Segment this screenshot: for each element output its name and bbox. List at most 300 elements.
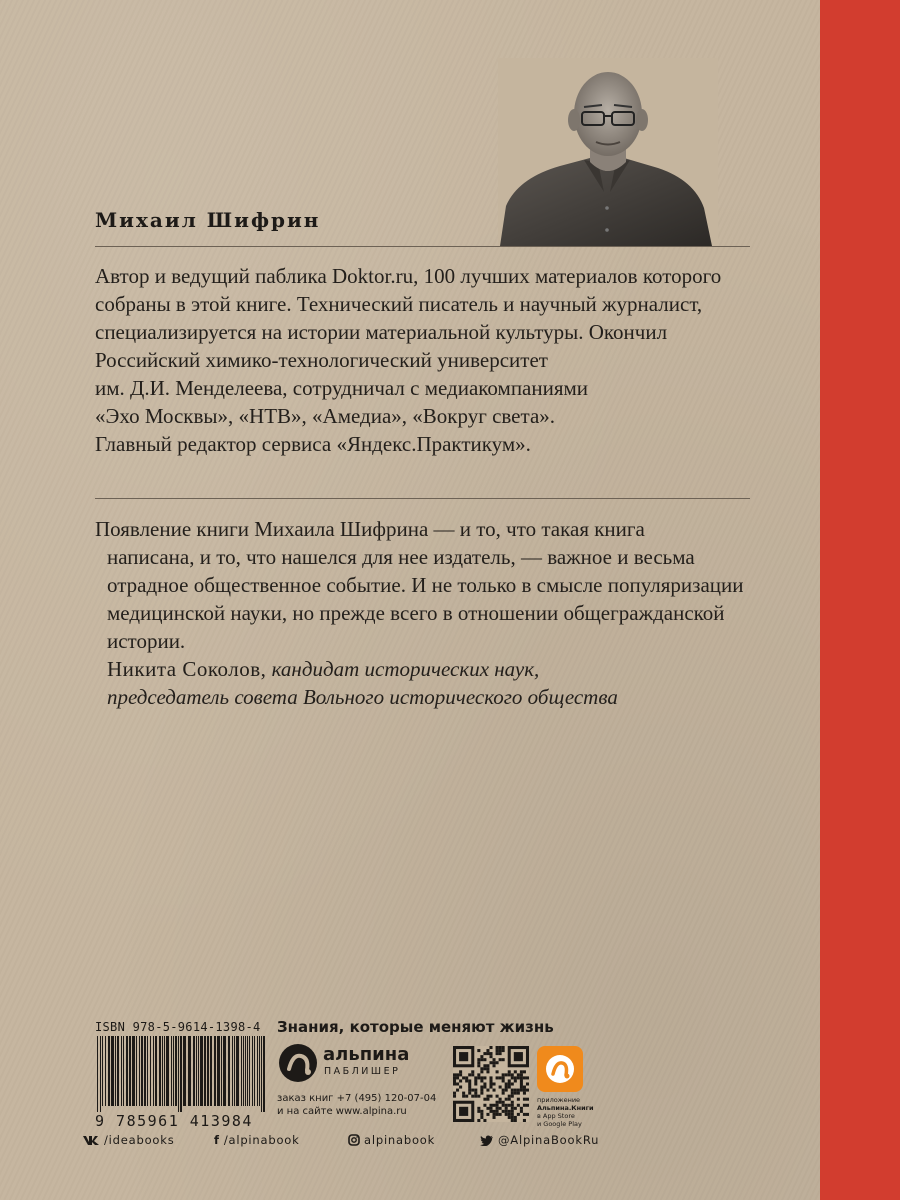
qr-module (456, 1073, 459, 1076)
barcode-bar (234, 1036, 235, 1106)
barcode-block (95, 1020, 267, 1140)
bio-line: Российский химико-технологический университет (95, 348, 548, 372)
review-line: написана, и то, что нашелся для нее издатель, — важное и весьма (107, 545, 695, 569)
qr-module (523, 1104, 526, 1107)
barcode-bar (164, 1036, 165, 1106)
qr-module (468, 1092, 471, 1095)
barcode-bar (180, 1036, 182, 1112)
qr-module (499, 1058, 502, 1061)
qr-module (489, 1082, 492, 1085)
app-line: в App Store (537, 1112, 575, 1120)
qr-module (471, 1095, 474, 1098)
qr-module (520, 1089, 523, 1092)
qr-module (477, 1073, 480, 1076)
qr-module (508, 1079, 511, 1082)
facebook-icon: f (214, 1133, 220, 1147)
qr-module (486, 1107, 489, 1110)
app-line: и Google Play (537, 1120, 582, 1128)
qr-module (477, 1119, 480, 1122)
qr-module (511, 1104, 514, 1107)
social-facebook[interactable] (214, 1132, 300, 1148)
barcode-bar (198, 1036, 199, 1106)
bio-line: специализируется на истории материальной культуры. Окончил (95, 320, 668, 344)
review-line: медицинской науки, но прежде всего в отношении общегражданской (107, 601, 725, 625)
barcode-bar (123, 1036, 124, 1106)
qr-module (508, 1098, 511, 1101)
qr-module (453, 1092, 456, 1095)
barcode-bar (159, 1036, 161, 1106)
qr-module (480, 1086, 483, 1089)
qr-module (520, 1110, 523, 1113)
barcode-bar (121, 1036, 122, 1106)
qr-module (502, 1058, 505, 1061)
barcode-bar (141, 1036, 143, 1106)
qr-module (489, 1079, 492, 1082)
barcode-bar (139, 1036, 140, 1106)
qr-module (459, 1107, 468, 1116)
qr-module (502, 1049, 505, 1052)
qr-module (523, 1119, 526, 1122)
alpina-logo-icon (277, 1042, 319, 1084)
barcode-bar (115, 1036, 116, 1106)
qr-module (474, 1089, 477, 1092)
qr-module (526, 1076, 529, 1079)
barcode-bar (200, 1036, 203, 1106)
app-info (537, 1096, 594, 1128)
qr-module (520, 1070, 523, 1073)
qr-module (465, 1079, 468, 1082)
qr-module (505, 1082, 508, 1085)
qr-module (502, 1046, 505, 1049)
qr-module (480, 1067, 483, 1070)
qr-module (493, 1089, 496, 1092)
barcode-bar (178, 1036, 179, 1112)
social-instagram[interactable] (348, 1132, 435, 1148)
barcode-bar (136, 1036, 137, 1106)
qr-module (489, 1052, 492, 1055)
qr-module (520, 1073, 523, 1076)
qr-module (480, 1055, 483, 1058)
qr-module (468, 1089, 471, 1092)
qr-module (520, 1082, 523, 1085)
qr-module (459, 1079, 462, 1082)
qr-module (468, 1073, 471, 1076)
qr-module (514, 1079, 517, 1082)
qr-module (480, 1113, 483, 1116)
qr-module (462, 1095, 465, 1098)
bio-line: «Эхо Москвы», «НТВ», «Амедиа», «Вокруг света». (95, 404, 556, 428)
qr-module (480, 1058, 483, 1061)
qr-module (459, 1073, 462, 1076)
order-site: и на сайте www.alpina.ru (277, 1106, 407, 1117)
reviewer-name: Никита Соколов, (107, 657, 267, 681)
qr-module (483, 1119, 486, 1122)
barcode-bar (166, 1036, 169, 1106)
barcode-bar (217, 1036, 220, 1106)
qr-module (486, 1049, 489, 1052)
barcode-bar (97, 1036, 98, 1112)
qr-module (453, 1095, 456, 1098)
barcode-bar (126, 1036, 128, 1106)
vk-handle[interactable]: /ideabooks (104, 1133, 175, 1147)
qr-module (480, 1076, 483, 1079)
qr-module (480, 1079, 483, 1082)
qr-module (486, 1067, 489, 1070)
review-line: Появление книги Михаила Шифрина — и то, что такая книга (95, 517, 645, 541)
qr-module (493, 1104, 496, 1107)
barcode-bar (171, 1036, 172, 1106)
qr-module (526, 1113, 529, 1116)
barcode-bar (221, 1036, 222, 1106)
qr-module (486, 1052, 489, 1055)
qr-module (462, 1076, 465, 1079)
qr-module (493, 1116, 496, 1119)
qr-module (474, 1079, 477, 1082)
qr-module (489, 1055, 492, 1058)
qr-module (514, 1089, 517, 1092)
qr-module (453, 1079, 456, 1082)
instagram-handle[interactable]: alpinabook (364, 1133, 436, 1147)
publisher-name: альпина (323, 1044, 410, 1065)
barcode-bar (105, 1036, 106, 1106)
qr-module (523, 1070, 526, 1073)
qr-module (505, 1104, 508, 1107)
qr-module (480, 1110, 483, 1113)
order-info (277, 1092, 436, 1118)
qr-module (517, 1089, 520, 1092)
qr-module (517, 1092, 520, 1095)
publisher-subname: ПАБЛИШЕР (324, 1066, 401, 1077)
qr-module (508, 1070, 511, 1073)
qr-module (489, 1061, 492, 1064)
divider-top (95, 246, 750, 247)
instagram-icon (348, 1134, 360, 1146)
qr-module (511, 1101, 514, 1104)
qr-module (499, 1049, 502, 1052)
qr-module (511, 1113, 514, 1116)
qr-module (517, 1113, 520, 1116)
author-name: Михаил Шифрин (95, 208, 321, 232)
qr-module (514, 1119, 517, 1122)
qr-module (523, 1098, 526, 1101)
review-quote (95, 515, 785, 711)
qr-module (505, 1110, 508, 1113)
qr-module (508, 1104, 511, 1107)
qr-module (489, 1104, 492, 1107)
qr-module (489, 1095, 492, 1098)
qr-module (456, 1082, 459, 1085)
qr-module (520, 1086, 523, 1089)
publisher-logo (277, 1042, 447, 1086)
qr-module (493, 1061, 496, 1064)
barcode-bar (153, 1036, 154, 1106)
qr-module (493, 1082, 496, 1085)
qr-module (511, 1082, 514, 1085)
reviewer-role: председатель совета Вольного исторического общества (107, 685, 618, 709)
qr-module (483, 1082, 486, 1085)
qr-module (514, 1052, 523, 1061)
bio-line: им. Д.И. Менделеева, сотрудничал с медиакомпаниями (95, 376, 589, 400)
qr-module (502, 1110, 505, 1113)
qr-module (471, 1073, 474, 1076)
qr-module (480, 1092, 483, 1095)
qr-module (508, 1095, 511, 1098)
bio-line: Автор и ведущий паблика Doktor.ru, 100 лучших материалов которого (95, 264, 722, 288)
barcode-bar (210, 1036, 212, 1106)
qr-module (477, 1058, 480, 1061)
qr-module (517, 1098, 520, 1101)
barcode-bar (117, 1036, 119, 1106)
vk-icon (82, 1135, 100, 1146)
qr-module (511, 1107, 514, 1110)
twitter-icon (480, 1135, 494, 1146)
qr-module (511, 1076, 514, 1079)
barcode-bar (223, 1036, 226, 1106)
qr-module (480, 1070, 483, 1073)
qr-module (468, 1079, 471, 1082)
barcode (95, 1036, 267, 1114)
qr-module (526, 1098, 529, 1101)
qr-module (496, 1052, 499, 1055)
barcode-bar (204, 1036, 206, 1106)
barcode-bar (183, 1036, 186, 1106)
barcode-bar (144, 1036, 146, 1106)
reviewer-role: кандидат исторических наук, (271, 657, 540, 681)
qr-module (502, 1104, 505, 1107)
qr-module (502, 1089, 505, 1092)
barcode-bar (155, 1036, 157, 1106)
qr-module (496, 1095, 499, 1098)
qr-module (493, 1113, 496, 1116)
qr-module (496, 1070, 499, 1073)
qr-module (496, 1049, 499, 1052)
qr-module (511, 1073, 514, 1076)
qr-module (489, 1046, 492, 1049)
barcode-bar (232, 1036, 233, 1106)
qr-module (477, 1095, 480, 1098)
qr-module (508, 1086, 511, 1089)
barcode-bar (102, 1036, 103, 1106)
qr-module (517, 1073, 520, 1076)
qr-module (496, 1101, 499, 1104)
qr-module (514, 1107, 517, 1110)
facebook-handle[interactable]: /alpinabook (223, 1133, 300, 1147)
qr-module (474, 1082, 477, 1085)
barcode-bar (257, 1036, 258, 1106)
social-vk[interactable] (82, 1132, 175, 1148)
red-spine (820, 0, 900, 1200)
qr-module (520, 1107, 523, 1110)
qr-module (453, 1076, 456, 1079)
qr-module (514, 1116, 517, 1119)
barcode-bar (207, 1036, 209, 1106)
qr-module (523, 1076, 526, 1079)
qr-module (502, 1073, 505, 1076)
qr-module (511, 1089, 514, 1092)
qr-module (486, 1113, 489, 1116)
barcode-bar (188, 1036, 191, 1106)
qr-module (477, 1061, 480, 1064)
app-line (537, 1104, 594, 1112)
social-twitter[interactable] (480, 1132, 599, 1148)
qr-module (520, 1076, 523, 1079)
qr-module (468, 1086, 471, 1089)
barcode-bar (259, 1036, 260, 1106)
barcode-bar (132, 1036, 135, 1106)
qr-module (453, 1082, 456, 1085)
qr-module (489, 1076, 492, 1079)
qr-module (511, 1095, 514, 1098)
author-bio (95, 262, 755, 458)
order-phone: заказ книг +7 (495) 120-07-04 (277, 1093, 437, 1104)
qr-module (505, 1098, 508, 1101)
barcode-bar (173, 1036, 174, 1106)
qr-module (489, 1110, 492, 1113)
qr-module (526, 1089, 529, 1092)
qr-module (514, 1070, 517, 1073)
qr-module (520, 1079, 523, 1082)
qr-module (486, 1095, 489, 1098)
barcode-bar (249, 1036, 250, 1106)
barcode-bar (236, 1036, 239, 1106)
barcode-bar (175, 1036, 177, 1106)
qr-module (502, 1076, 505, 1079)
qr-module (514, 1076, 517, 1079)
qr-module (493, 1110, 496, 1113)
qr-module (486, 1070, 489, 1073)
qr-module (483, 1086, 486, 1089)
qr-module (496, 1076, 499, 1079)
review-attribution (95, 655, 785, 683)
qr-module (499, 1052, 502, 1055)
barcode-bar (147, 1036, 148, 1106)
qr-module (477, 1110, 480, 1113)
qr-module (483, 1052, 486, 1055)
qr-module (496, 1104, 499, 1107)
qr-module (483, 1058, 486, 1061)
qr-module (486, 1098, 489, 1101)
qr-module (499, 1101, 502, 1104)
barcode-bar (162, 1036, 163, 1106)
publisher-slogan: Знания, которые меняют жизнь (277, 1018, 554, 1036)
qr-module (480, 1116, 483, 1119)
qr-module (508, 1110, 511, 1113)
qr-module (468, 1082, 471, 1085)
barcode-bar (241, 1036, 242, 1106)
qr-module (474, 1092, 477, 1095)
qr-module (511, 1092, 514, 1095)
qr-module (459, 1070, 462, 1073)
qr-module (483, 1067, 486, 1070)
qr-module (502, 1101, 505, 1104)
qr-module (462, 1092, 465, 1095)
qr-module (456, 1076, 459, 1079)
app-line: приложение (537, 1096, 581, 1104)
qr-module (502, 1079, 505, 1082)
qr-module (496, 1107, 499, 1110)
author-photo (498, 58, 718, 246)
review-line: истории. (107, 629, 186, 653)
qr-module (483, 1064, 486, 1067)
barcode-bar (100, 1036, 101, 1112)
qr-module (505, 1073, 508, 1076)
qr-module (489, 1107, 492, 1110)
qr-module (499, 1098, 502, 1101)
qr-module (496, 1046, 499, 1049)
barcode-bar (228, 1036, 230, 1106)
qr-module (505, 1107, 508, 1110)
qr-module (471, 1089, 474, 1092)
qr-module (499, 1086, 502, 1089)
qr-module (477, 1064, 480, 1067)
qr-module (499, 1046, 502, 1049)
qr-module (517, 1076, 520, 1079)
qr-module (496, 1061, 499, 1064)
barcode-digits: 9 785961 413984 (95, 1112, 253, 1130)
twitter-handle[interactable]: @AlpinaBookRu (498, 1133, 600, 1147)
qr-module (465, 1095, 468, 1098)
qr-module (493, 1064, 496, 1067)
qr-module (508, 1113, 511, 1116)
qr-module (453, 1073, 456, 1076)
qr-module (496, 1110, 499, 1113)
qr-module (511, 1116, 514, 1119)
qr-module (489, 1086, 492, 1089)
barcode-bar (150, 1036, 151, 1106)
barcode-bar (243, 1036, 244, 1106)
qr-module (517, 1104, 520, 1107)
barcode-bar (196, 1036, 197, 1106)
barcode-bar (108, 1036, 110, 1106)
qr-module (474, 1095, 477, 1098)
qr-module (471, 1070, 474, 1073)
barcode-bar (252, 1036, 253, 1106)
qr-module (483, 1076, 486, 1079)
barcode-bar (247, 1036, 248, 1106)
barcode-bar (214, 1036, 216, 1106)
qr-module (523, 1113, 526, 1116)
barcode-bar (245, 1036, 246, 1106)
barcode-bar (111, 1036, 114, 1106)
qr-module (465, 1076, 468, 1079)
qr-module (526, 1082, 529, 1085)
qr-module (477, 1049, 480, 1052)
qr-module (477, 1107, 480, 1110)
qr-code-icon (453, 1046, 529, 1122)
qr-module (508, 1116, 511, 1119)
qr-module (508, 1073, 511, 1076)
qr-module (499, 1113, 502, 1116)
qr-module (508, 1082, 511, 1085)
qr-module (483, 1098, 486, 1101)
qr-module (496, 1113, 499, 1116)
qr-module (486, 1064, 489, 1067)
qr-module (505, 1113, 508, 1116)
qr-module (505, 1089, 508, 1092)
bio-line: Главный редактор сервиса «Яндекс.Практикум». (95, 432, 531, 456)
qr-module (459, 1052, 468, 1061)
qr-module (511, 1119, 514, 1122)
isbn-label: ISBN 978-5-9614-1398-4 (95, 1020, 261, 1034)
qr-module (511, 1110, 514, 1113)
qr-module (486, 1089, 489, 1092)
qr-module (480, 1089, 483, 1092)
barcode-bar (261, 1036, 262, 1112)
barcode-bar (193, 1036, 195, 1106)
divider-middle (95, 498, 750, 499)
qr-module (523, 1092, 526, 1095)
qr-module (502, 1092, 505, 1095)
